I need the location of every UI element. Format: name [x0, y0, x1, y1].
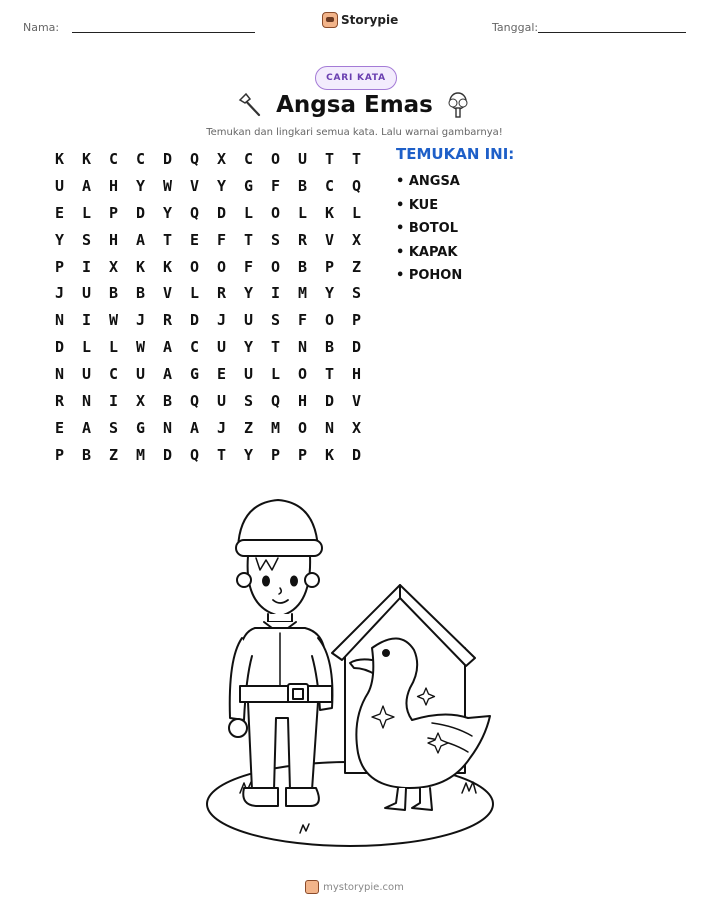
grid-cell: P	[270, 445, 281, 464]
grid-cell: Q	[189, 203, 200, 222]
grid-cell: E	[54, 418, 65, 437]
storypie-icon	[322, 12, 338, 28]
grid-cell: P	[54, 445, 65, 464]
storypie-icon	[305, 880, 319, 894]
grid-cell: L	[81, 338, 92, 357]
grid-cell: S	[243, 392, 254, 411]
grid-cell: C	[243, 150, 254, 168]
brand-name: Storypie	[341, 13, 399, 27]
grid-cell: L	[81, 203, 92, 222]
grid-cell: U	[216, 392, 227, 411]
grid-cell: P	[54, 257, 65, 276]
grid-cell: F	[216, 230, 227, 249]
grid-cell: X	[351, 418, 362, 437]
grid-cell: L	[189, 284, 200, 303]
grid-cell: M	[270, 418, 281, 437]
grid-cell: H	[351, 365, 362, 384]
grid-cell: E	[216, 365, 227, 384]
grid-cell: X	[108, 257, 119, 276]
grid-cell: B	[135, 284, 146, 303]
grid-cell: U	[216, 338, 227, 357]
grid-cell: U	[81, 284, 92, 303]
grid-cell: K	[135, 257, 146, 276]
grid-cell: R	[297, 230, 308, 249]
date-line	[538, 32, 686, 33]
grid-cell: L	[351, 203, 362, 222]
grid-cell: L	[297, 203, 308, 222]
grid-cell: T	[324, 150, 335, 168]
grid-cell: B	[108, 284, 119, 303]
grid-cell: S	[270, 311, 281, 330]
grid-cell: J	[135, 311, 146, 330]
grid-cell: Q	[270, 392, 281, 411]
grid-cell: J	[216, 311, 227, 330]
grid-cell: C	[108, 365, 119, 384]
grid-cell: A	[81, 418, 92, 437]
grid-cell: P	[297, 445, 308, 464]
grid-cell: G	[189, 365, 200, 384]
grid-cell: O	[297, 418, 308, 437]
word-item: • KAPAK	[396, 244, 458, 260]
grid-cell: X	[135, 392, 146, 411]
grid-cell: S	[270, 230, 281, 249]
grid-cell: E	[54, 203, 65, 222]
grid-cell: Y	[162, 203, 173, 222]
word-list-title: TEMUKAN INI:	[396, 145, 515, 163]
grid-cell: O	[297, 365, 308, 384]
grid-cell: O	[270, 150, 281, 168]
grid-cell: C	[135, 150, 146, 168]
grid-cell: K	[81, 150, 92, 168]
grid-cell: C	[108, 150, 119, 168]
grid-cell: T	[162, 230, 173, 249]
grid-cell: N	[297, 338, 308, 357]
instructions: Temukan dan lingkari semua kata. Lalu warnai gambarnya!	[206, 127, 503, 138]
grid-cell: U	[243, 365, 254, 384]
grid-cell: F	[270, 176, 281, 195]
grid-cell: P	[108, 203, 119, 222]
word-item: • KUE	[396, 197, 439, 213]
grid-cell: P	[351, 311, 362, 330]
grid-cell: T	[324, 365, 335, 384]
word-search-grid	[46, 146, 370, 469]
word-list	[396, 170, 462, 288]
grid-cell: H	[297, 392, 308, 411]
grid-cell: U	[135, 365, 146, 384]
grid-cell: S	[81, 230, 92, 249]
grid-cell: U	[81, 365, 92, 384]
grid-cell: M	[135, 445, 146, 464]
word-item: • BOTOL	[396, 221, 458, 236]
grid-cell: N	[162, 418, 173, 437]
grid-cell: A	[135, 230, 146, 249]
grid-cell: V	[162, 284, 173, 303]
grid-cell: Y	[54, 230, 65, 249]
grid-cell: V	[324, 230, 335, 249]
grid-cell: T	[351, 150, 362, 168]
grid-cell: T	[243, 230, 254, 249]
grid-cell: H	[108, 230, 119, 249]
grid-cell: B	[324, 338, 335, 357]
grid-cell: K	[54, 150, 65, 168]
grid-cell: L	[270, 365, 281, 384]
tree-icon	[443, 90, 473, 120]
grid-cell: I	[108, 392, 119, 411]
grid-cell: A	[81, 176, 92, 195]
grid-cell: Q	[189, 445, 200, 464]
grid-cell: Y	[135, 176, 146, 195]
grid-cell: Q	[189, 150, 200, 168]
grid-cell: D	[216, 203, 227, 222]
page-title: Angsa Emas	[276, 92, 433, 118]
grid-cell: I	[270, 284, 281, 303]
grid-cell: D	[162, 150, 173, 168]
grid-cell: B	[297, 176, 308, 195]
grid-cell: B	[162, 392, 173, 411]
grid-cell: G	[135, 418, 146, 437]
word-item: • POHON	[396, 268, 463, 283]
name-line	[72, 32, 255, 33]
grid-cell: N	[54, 311, 65, 330]
grid-cell: F	[243, 257, 254, 276]
grid-cell: X	[351, 230, 362, 249]
grid-cell: X	[216, 150, 227, 168]
grid-cell: C	[189, 338, 200, 357]
grid-cell: Q	[189, 392, 200, 411]
grid-cell: E	[189, 230, 200, 249]
grid-cell: K	[324, 445, 335, 464]
brand-logo	[322, 12, 398, 28]
grid-cell: Z	[108, 445, 119, 464]
grid-cell: Z	[351, 257, 362, 276]
grid-cell: A	[162, 365, 173, 384]
grid-cell: G	[243, 176, 254, 195]
grid-cell: W	[162, 176, 173, 195]
grid-cell: D	[351, 338, 362, 357]
grid-cell: O	[270, 257, 281, 276]
grid-cell: N	[81, 392, 92, 411]
grid-cell: C	[324, 176, 335, 195]
grid-cell: B	[297, 257, 308, 276]
coloring-illustration	[200, 488, 500, 853]
grid-cell: N	[324, 418, 335, 437]
grid-cell: J	[216, 418, 227, 437]
grid-cell: F	[297, 311, 308, 330]
grid-cell: U	[243, 311, 254, 330]
grid-cell: Y	[243, 445, 254, 464]
grid-cell: T	[270, 338, 281, 357]
category-pill: CARI KATA	[315, 66, 397, 90]
grid-cell: O	[324, 311, 335, 330]
grid-cell: B	[81, 445, 92, 464]
grid-cell: A	[189, 418, 200, 437]
grid-cell: W	[108, 311, 119, 330]
grid-cell: U	[297, 150, 308, 168]
grid-cell: D	[324, 392, 335, 411]
grid-cell: R	[216, 284, 227, 303]
word-item: • ANGSA	[396, 174, 460, 189]
grid-cell: Y	[243, 338, 254, 357]
grid-cell: S	[108, 418, 119, 437]
grid-cell: R	[54, 392, 65, 411]
grid-cell: R	[162, 311, 173, 330]
grid-cell: Q	[351, 176, 362, 195]
grid-cell: S	[351, 284, 362, 303]
grid-cell: D	[54, 338, 65, 357]
grid-cell: H	[108, 176, 119, 195]
boy	[229, 500, 332, 806]
grid-cell: T	[216, 445, 227, 464]
grid-cell: N	[54, 365, 65, 384]
grid-cell: D	[135, 203, 146, 222]
grid-cell: K	[324, 203, 335, 222]
grid-cell: W	[135, 338, 146, 357]
name-label: Nama:	[23, 21, 60, 34]
footer	[0, 880, 709, 894]
grid-cell: D	[189, 311, 200, 330]
grid-cell: Y	[216, 176, 227, 195]
grid-cell: L	[243, 203, 254, 222]
grid-cell: M	[297, 284, 308, 303]
grid-cell: J	[54, 284, 65, 303]
grid-cell: Z	[243, 418, 254, 437]
grid-cell: A	[162, 338, 173, 357]
grid-cell: I	[81, 257, 92, 276]
grid-cell: K	[162, 257, 173, 276]
grid-cell: O	[270, 203, 281, 222]
grid-cell: I	[81, 311, 92, 330]
grid-cell: O	[216, 257, 227, 276]
grid-cell: U	[54, 176, 65, 195]
footer-url: mystorypie.com	[323, 882, 404, 893]
grid-cell: D	[351, 445, 362, 464]
grid-cell: Y	[243, 284, 254, 303]
grid-cell: V	[351, 392, 362, 411]
grid-cell: D	[162, 445, 173, 464]
grid-cell: O	[189, 257, 200, 276]
date-label: Tanggal:	[492, 21, 539, 34]
grid-cell: V	[189, 176, 200, 195]
grid-cell: Y	[324, 284, 335, 303]
grid-cell: P	[324, 257, 335, 276]
grid-cell: L	[108, 338, 119, 357]
